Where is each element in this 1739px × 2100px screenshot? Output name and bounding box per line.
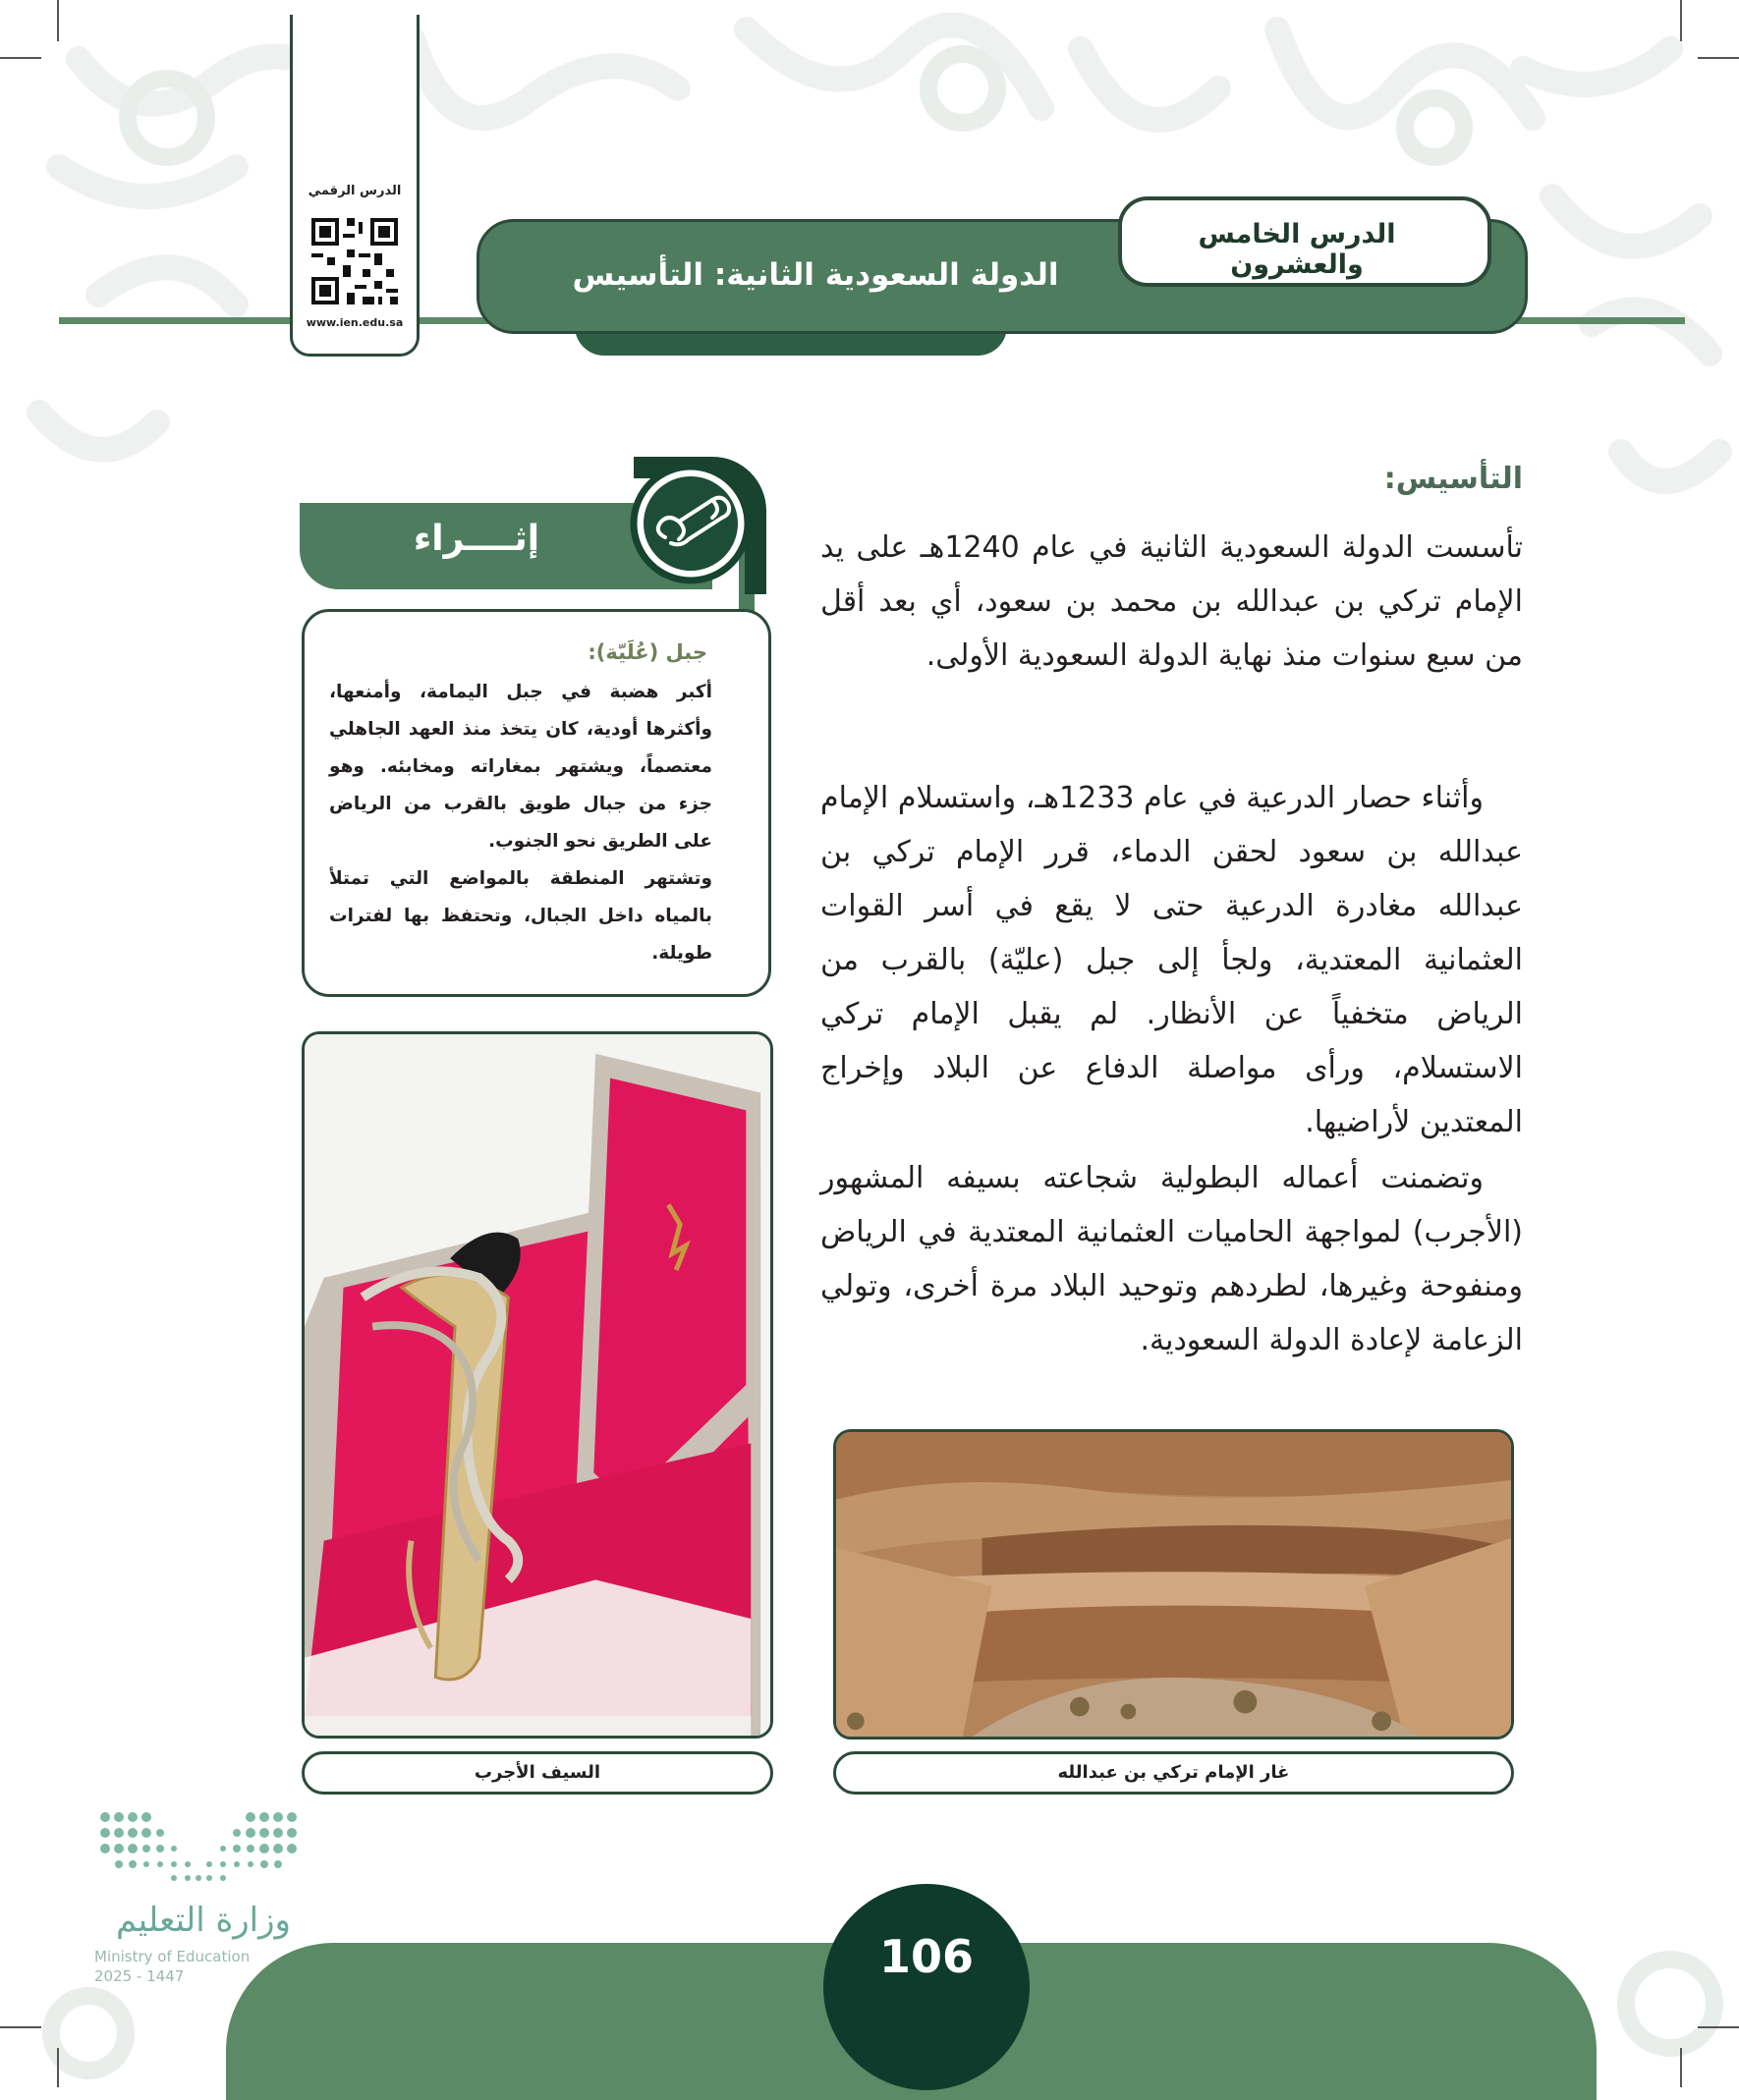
enrichment-heading: جبل (عُلَيّة): bbox=[588, 640, 707, 664]
lesson-number: الدرس الخامس والعشرون bbox=[1198, 219, 1396, 280]
paragraph: وأثناء حصار الدرعية في عام 1233هـ، واستسلام الإمام عبدالله بن سعود لحقن الدماء، قرر الإمام تركي بن عبدالله مغادرة الدرعية حتى لا يقع في أسر القوات العثمانية المعتدية، ولجأ إلى جبل (عليّة) بالقرب من الرياض متخفياً عن الأنظار. لم يقبل الإمام تركي الاستسلام، ورأى مواصلة الدفاع عن البلاد وإخراج المعتدين لأراضيها. bbox=[820, 781, 1523, 1139]
enrichment-label: إثــــراء bbox=[413, 519, 540, 559]
ministry-name-english: Ministry of Education bbox=[94, 1948, 251, 1965]
ministry-name-arabic: وزارة التعليم bbox=[116, 1901, 291, 1940]
enrichment-text-1: أكبر هضبة في جبل اليمامة، وأمنعها، وأكثرها أودية، كان يتخذ منذ العهد الجاهلي معتصماً، ويشتهر بمغاراته ومخابئه. وهو جزء من جبال طويق بالقرب من الرياض على الطريق نحو الجنوب. bbox=[329, 682, 712, 852]
digital-lesson-url[interactable]: www.ien.edu.sa bbox=[306, 316, 404, 329]
enrichment-text-2: وتشتهر المنطقة بالمواضع التي تمتلأ بالمياه داخل الجبال، وتحتفظ بها لفترات طويلة. bbox=[329, 868, 712, 964]
enrichment-text bbox=[329, 674, 712, 972]
paragraph: تأسست الدولة السعودية الثانية في عام 1240هـ على يد الإمام تركي بن عبدالله بن محمد بن سعود، أي بعد أقل من سبع سنوات منذ نهاية الدولة السعودية الأولى. bbox=[820, 530, 1523, 673]
scroll-icon bbox=[614, 447, 766, 594]
paragraph: وتضمنت أعماله البطولية شجاعته بسيفه المشهور (الأجرب) لمواجهة الحاميات العثمانية المعتدية في الرياض ومنفوحة وغيرها، لطردهم وتوحيد البلاد مرة أخرى، وتولي الزعامة لإعادة الدولة السعودية. bbox=[820, 1161, 1523, 1357]
ministry-year: 2025 - 1447 bbox=[94, 1967, 185, 1985]
crop-mark bbox=[0, 57, 41, 59]
page-number-circle bbox=[823, 1884, 1030, 2090]
crop-mark bbox=[57, 0, 59, 41]
crop-mark bbox=[1698, 2026, 1739, 2028]
crop-mark bbox=[1680, 2048, 1682, 2087]
sword-illustration bbox=[305, 1034, 770, 1736]
crop-mark bbox=[0, 2026, 41, 2028]
cave-illustration bbox=[836, 1432, 1511, 1737]
digital-lesson-caption: الدرس الرقمي bbox=[308, 184, 402, 198]
sword-photo bbox=[302, 1031, 773, 1739]
ministry-logo-icon bbox=[93, 1807, 309, 1886]
crop-mark bbox=[1680, 0, 1682, 41]
sword-caption: السيف الأجرب bbox=[302, 1751, 773, 1795]
section-heading: التأسيس: bbox=[1383, 462, 1523, 496]
cave-caption: غار الإمام تركي بن عبدالله bbox=[833, 1751, 1514, 1795]
page-number: 106 bbox=[878, 1930, 975, 1983]
crop-mark bbox=[57, 2048, 59, 2087]
crop-mark bbox=[1698, 57, 1739, 59]
cave-photo bbox=[833, 1429, 1514, 1740]
qr-code-icon[interactable] bbox=[308, 214, 402, 308]
lesson-title: الدولة السعودية الثانية: التأسيس bbox=[572, 257, 1059, 293]
